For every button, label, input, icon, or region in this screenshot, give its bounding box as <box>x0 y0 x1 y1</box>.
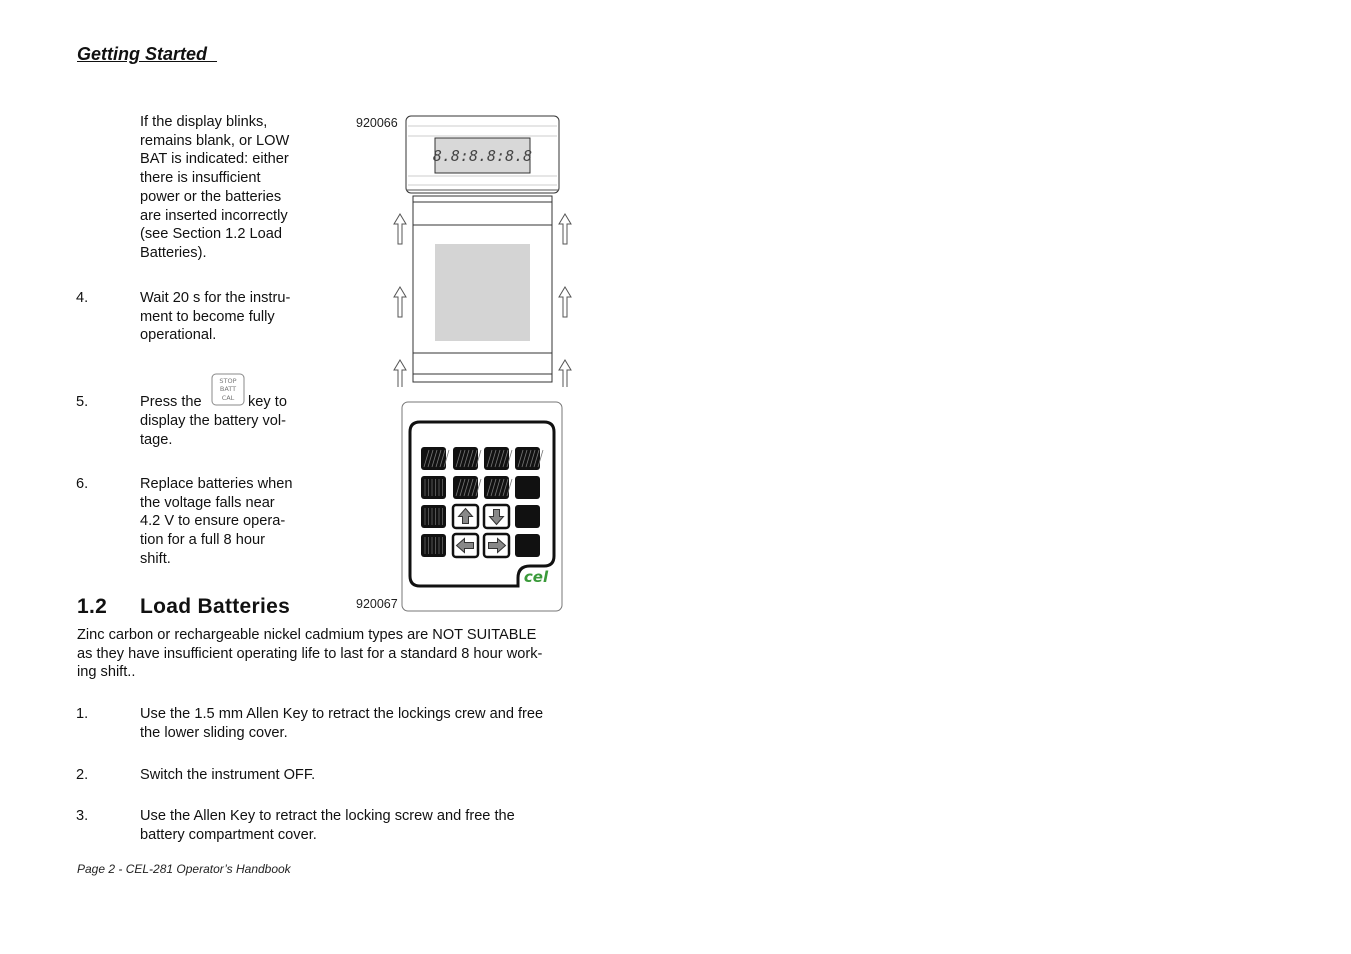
step-number: 6. <box>76 476 89 492</box>
text-line: battery compartment cover. <box>140 826 317 843</box>
text-line: power or the batteries <box>140 188 282 205</box>
key-line: BATT <box>219 385 237 393</box>
text-line: shift. <box>140 550 171 567</box>
text-line: BAT is indicated: either <box>140 151 289 168</box>
text-line: Wait 20 s for the instru- <box>140 290 291 306</box>
text-line: are inserted incorrectly <box>140 207 288 224</box>
keypad-key <box>515 476 540 499</box>
key-line: CAL <box>221 394 235 402</box>
section-number: 1.2 <box>77 595 108 618</box>
text-line: the voltage falls near <box>140 494 275 511</box>
text-line: as they have insufficient operating life to last for a standard 8 hour work- <box>77 645 543 662</box>
text-line: operational. <box>140 327 217 344</box>
step-5-pre: Press the <box>140 394 202 410</box>
text-line: (see Section 1.2 Load <box>140 226 282 243</box>
text-line: Batteries). <box>140 244 207 261</box>
page-header: Getting Started <box>77 44 218 64</box>
cel-logo: cel <box>523 568 549 586</box>
page-footer: Page 2 - CEL-281 Operator’s Handbook <box>77 862 291 876</box>
step-5-text <box>140 412 286 449</box>
lcd-text: 8.8:8.8:8.8 <box>432 147 533 165</box>
section-heading <box>77 595 290 619</box>
intro-paragraph <box>140 113 289 263</box>
key-line: STOP <box>219 377 237 385</box>
text-line: ment to become fully <box>140 308 275 325</box>
step-number: 2. <box>76 767 89 783</box>
step-3-text <box>140 807 515 844</box>
text-line: Switch the instrument OFF. <box>140 767 316 783</box>
step-6-text <box>140 475 293 569</box>
text-line: display the battery vol- <box>140 413 287 429</box>
step-number: 1. <box>76 706 89 722</box>
keypad-key <box>515 505 540 528</box>
figure-label: 920067 <box>356 597 398 611</box>
step-2-text <box>140 766 315 785</box>
text-line: If the display blinks, <box>140 114 268 130</box>
step-4-text <box>140 289 290 345</box>
step-number: 4. <box>76 290 89 306</box>
step-1-text <box>140 705 543 742</box>
stop-batt-cal-key-icon <box>211 373 245 406</box>
step-number: 3. <box>76 808 89 824</box>
text-line: tage. <box>140 431 173 448</box>
text-line: Use the 1.5 mm Allen Key to retract the lockings crew and free <box>140 706 544 722</box>
body-paragraph <box>77 626 542 682</box>
instrument-cover-diagram <box>390 112 575 387</box>
keypad-diagram <box>400 400 565 614</box>
text-line: the lower sliding cover. <box>140 724 288 741</box>
text-line: there is insufficient <box>140 170 261 187</box>
text-line: Zinc carbon or rechargeable nickel cadmium types are NOT SUITABLE <box>77 627 537 643</box>
battery-window <box>435 244 530 341</box>
text-line: Replace batteries when <box>140 476 293 492</box>
step-5-post: key to <box>248 394 287 410</box>
text-line: Use the Allen Key to retract the locking screw and free the <box>140 808 515 824</box>
figure-label: 920066 <box>356 116 398 130</box>
step-number: 5. <box>76 394 89 410</box>
text-line: 4.2 V to ensure opera- <box>140 513 286 530</box>
text-line: ing shift.. <box>77 664 136 681</box>
section-title: Load Batteries <box>140 595 291 618</box>
text-line: remains blank, or LOW <box>140 132 290 149</box>
text-line: tion for a full 8 hour <box>140 532 265 549</box>
keypad-key <box>515 534 540 557</box>
